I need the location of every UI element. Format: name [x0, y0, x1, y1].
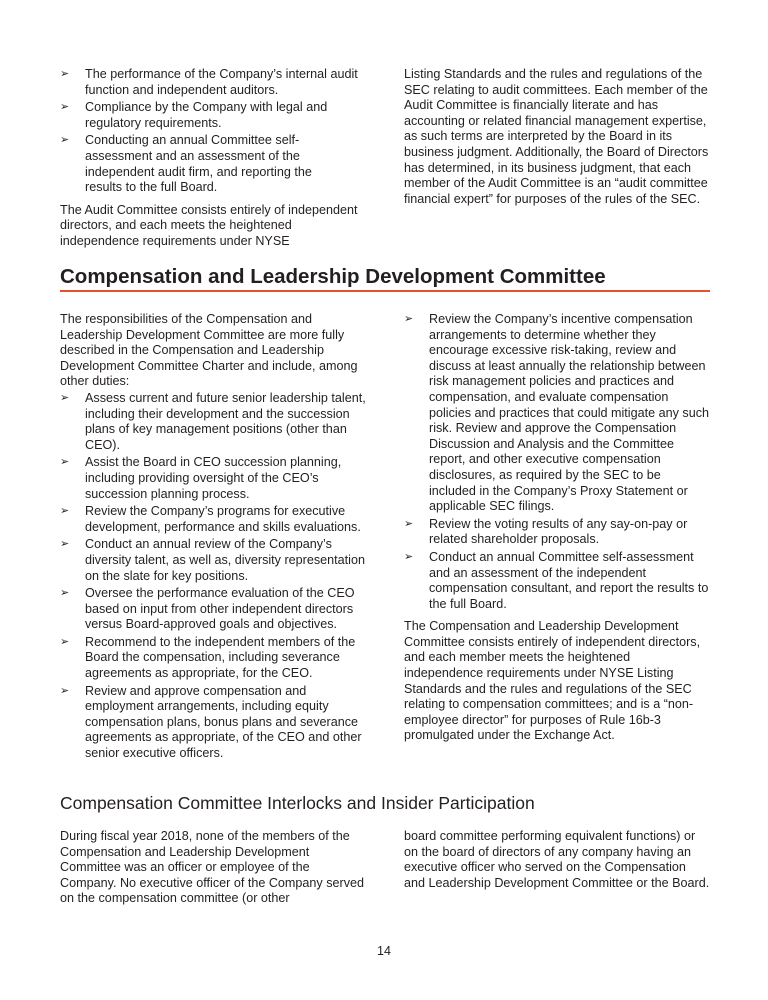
list-item: ➢ Compliance by the Company with legal and regulatory requirements. [60, 100, 328, 130]
arrow-bullet-icon: ➢ [60, 68, 70, 80]
list-item: ➢ Conducting an annual Committee self-assessment and an assessment of the independent audit firm, and reporting the results to the full Board. [60, 133, 312, 195]
subsection-heading: Compensation Committee Interlocks and Insider Participation [60, 793, 535, 813]
arrow-bullet-icon: ➢ [60, 538, 70, 551]
interlocks-left-column [60, 829, 366, 914]
interlocks-paragraph: During fiscal year 2018, none of the members of the Compensation and Leadership Development Committee was an officer or employee of the Company. No executive officer of the Company served on the compensation committee (or other [60, 829, 365, 906]
arrow-bullet-icon: ➢ [60, 391, 70, 404]
audit-right-column [404, 67, 710, 214]
audit-bullet-list [60, 67, 366, 196]
list-item: ➢ Review the voting results of any say-on-pay or related shareholder proposals. [404, 516, 688, 547]
list-item: ➢ Assess current and future senior leadership talent, including their development and the succession plans of key management positions (other than CEO). [60, 390, 366, 452]
arrow-bullet-icon: ➢ [404, 550, 414, 563]
comp-paragraph: The Compensation and Leadership Development Committee consists entirely of independent directors, and each member meets the heightened independence requirements under NYSE Listing Standards and the rules and regulations of the SEC relating to compensation committees; and is a “non-employee director” for purposes of Rule 16b-3 promulgated under the Exchange Act. [404, 619, 701, 743]
list-item: ➢ Oversee the performance evaluation of the CEO based on input from other independent directors versus Board-approved goals and objectives. [60, 586, 355, 632]
audit-paragraph: The Audit Committee consists entirely of independent directors, and each meets the heightened independence requirements under NYSE [60, 202, 358, 248]
comp-bullet-list-right [404, 312, 710, 612]
arrow-bullet-icon: ➢ [60, 587, 70, 600]
comp-left-column [60, 312, 366, 769]
arrow-bullet-icon: ➢ [60, 456, 70, 469]
comp-intro: The responsibilities of the Compensation and Leadership Development Committee are more fully described in the Compensation and Leadership Development Committee Charter and include, among other duties: [60, 312, 358, 389]
list-item: ➢ Review the Company’s incentive compensation arrangements to determine whether they encourage excessive risk-taking, review and discuss at least annually the relationship between risk management policies and practices and compensation, and evaluate compensation policies and practices that could mitigate any such risk. Review and approve the Compensation Discussion and Analysis and the Committee report, and other executive compensation disclosures, as required by the SEC to be included in the Company’s Proxy Statement or applicable SEC filings. [404, 312, 710, 514]
section-heading: Compensation and Leadership Development Committee [60, 264, 710, 292]
list-item: ➢ The performance of the Company’s internal audit function and independent auditors. [60, 67, 358, 97]
list-item: ➢ Conduct an annual review of the Company’s diversity talent, as well as, diversity representation on the slate for key positions. [60, 537, 365, 583]
arrow-bullet-icon: ➢ [60, 505, 70, 518]
page-number: 14 [377, 944, 391, 958]
arrow-bullet-icon: ➢ [60, 635, 70, 648]
arrow-bullet-icon: ➢ [60, 684, 70, 697]
list-item: ➢ Review the Company’s programs for executive development, performance and skills evaluations. [60, 504, 361, 534]
list-item: ➢ Assist the Board in CEO succession planning, including providing oversight of the CEO’s succession planning process. [60, 455, 342, 501]
interlocks-paragraph-continued: board committee performing equivalent functions) or on the board of directors of any company having an executive officer who served on the Compensation and Leadership Development Committee or the Board. [404, 829, 710, 890]
audit-left-column [60, 67, 366, 257]
arrow-bullet-icon: ➢ [60, 101, 70, 114]
list-item: ➢ Review and approve compensation and employment arrangements, including equity compensation plans, bonus plans and severance agreements as appropriate, of the CEO and other senior executive officers. [60, 683, 362, 761]
interlocks-right-column [404, 829, 710, 898]
arrow-bullet-icon: ➢ [404, 517, 414, 530]
arrow-bullet-icon: ➢ [60, 134, 70, 147]
arrow-bullet-icon: ➢ [404, 313, 414, 325]
comp-right-column [404, 312, 710, 751]
list-item: ➢ Conduct an annual Committee self-assessment and an assessment of the independent compensation consultant, and report the results to the full Board. [404, 549, 709, 611]
comp-bullet-list-left [60, 391, 366, 762]
audit-paragraph-continued: Listing Standards and the rules and regulations of the SEC relating to audit committees. Each member of the Audit Committee is financially literate and has accounting or related financial management expertise, as such terms are interpreted by the Board in its business judgment. Additionally, the Board of Directors has determined, in its business judgment, that each member of the Audit Committee is an “audit committee financial expert” for purposes of the rules of the SEC. [404, 67, 709, 206]
list-item: ➢ Recommend to the independent members of the Board the compensation, including severance agreements as appropriate, for the CEO. [60, 634, 356, 681]
